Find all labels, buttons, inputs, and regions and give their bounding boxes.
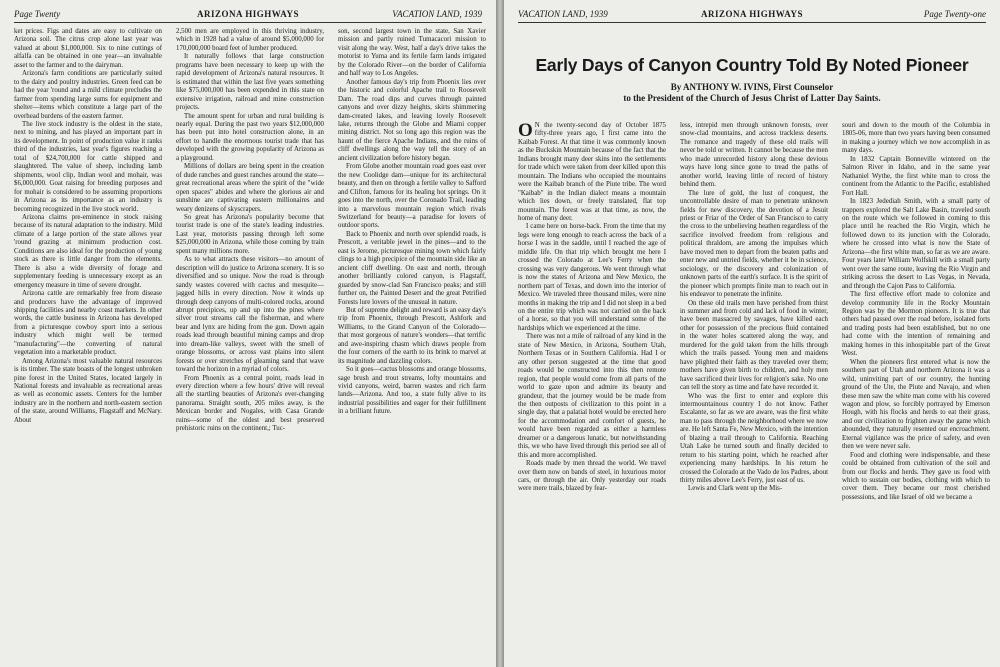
right-page-number: Page Twenty-one — [923, 9, 986, 19]
paragraph-text: son, second largest town in the state, San Xavier mission and partly ruined Tumacacori mission to visit along the way. West, half a day's drive takes the motorist to Yuma and its fertile farm lands irrigated by the Colorado River—on the border of California and half way to Los Angeles. — [338, 28, 486, 78]
text-column — [842, 122, 990, 663]
left-page-number: Page Twenty — [14, 9, 61, 19]
paragraph-text: The live stock industry is the oldest in the state, next to mining, and has played an important part in its development. In point of production value it ranks third of the industries, last year's figures reaching a total of $24,700,000 for cattle shipped and slaughtered. The value of sheep, including lamb shipments, wool clip, Indian wool and mohair, was $6,000,000. Goat raising for breeding purposes and for mohair is considered to be assuming proportions in Arizona as its importance as an industry is becoming recognized in the live stock world. — [14, 120, 162, 213]
article-title: Early Days of Canyon Country Told By Noted Pioneer — [535, 55, 969, 75]
paragraph-text: But of supreme delight and reward is an easy day's trip from Phoenix, through Prescott, Ashfork and Williams, to the Grand Canyon of the Colorado—that most gorgeous of nature's wonders—that terrific and awe-inspiring chasm which draws people from the four corners of the earth to its brink to marvel at its magnitude and dazzling colors. — [338, 306, 486, 365]
paragraph-text: I came here on horse-back. From the time that my legs were long enough to reach across the back of a horse I was in the saddle, until I reached the age of middle life. On that trip which brought me here I crossed the Colorado at Lee's Ferry when the crossing was very dangerous. We went through what is now the states of Arizona and New Mexico, the northern part of Texas, and down into the interior of Mexico. We traveled three thousand miles, were nine months in making the trip and I did not sleep in a bed on the entire trip which was not carried on the back of a horse, so that you will understand some of the hardships which we experienced at the time. — [518, 223, 666, 332]
right-header-rule — [518, 22, 986, 23]
paragraph — [176, 28, 324, 53]
text-column — [680, 122, 828, 663]
paragraph — [176, 113, 324, 164]
paragraph-text: Back to Phoenix and north over splendid roads, is Prescott, a veritable jewel in the pines—and to the east is Jerome, picturesque mining town which fairly clings to a high precipice of the mountain side like an ancient cliff dwelling. On east and north, through another brilliantly colored canyon, is Flagstaff, guarded by snow-clad San Francisco peaks; and still further on, the Painted Desert and the great Petrified Forests lure lovers of the unusual in nature. — [338, 230, 486, 306]
paragraph — [680, 122, 828, 190]
paragraph — [14, 121, 162, 214]
paragraph — [176, 214, 324, 256]
paragraph-text: Another famous day's trip from Phoenix lies over the historic and colorful Apache trail to Roosevelt Dam. The road dips and curves through painted canyons and over dizzy heights, skirts shimmering dam-created lakes, and leaving lovely Roosevelt lake, returns through the Globe and Miami copper mining district. Not so long ago this region was the haunt of the fierce Apache Indians, and the ruins of cliff dwellings along the way tell the story of an ancient civilization before history began. — [338, 78, 486, 162]
paragraph — [338, 307, 486, 366]
left-magazine-name: ARIZONA HIGHWAYS — [197, 9, 299, 19]
paragraph — [176, 163, 324, 214]
left-page — [0, 0, 496, 667]
paragraph — [842, 122, 990, 156]
paragraph-text: Millions of dollars are being spent in the creation of dude ranches and guest ranches around the state—great recreational areas where the spirit of the "wide open spaces" abides and where the glorious air and sunshine are captivating eastern millionaires and weary denizens of skyscrapers. — [176, 163, 324, 213]
paragraph — [338, 79, 486, 164]
paragraph — [842, 156, 990, 198]
text-column — [518, 122, 666, 663]
article-byline — [520, 82, 984, 104]
paragraph-text: Arizona cattle are remarkably free from disease and producers have the advantage of improved shipping facilities and nearby coast markets. In other words, the cattle business in Arizona has developed from a picturesque cowboy sport into a serious industry which might well be termed "manufacturing"—the converting of natural vegetation into a marketable product. — [14, 290, 162, 357]
paragraph-text: On these old trails men have perished from thirst in summer and from cold and lack of food in winter, have been massacred by savages, have killed each other for possession of the precious fluid contained in the water holes scattered along the way, and murdered for the gold taken from the hills through which the trails passed. Young men and maidens have plighted their faith as they traveled over them; mothers have given birth to children, and holy men have sacrificed their lives for religion's sake. No one can tell the story as time and fate have recorded it. — [680, 299, 828, 392]
paragraph-text: So it goes—cactus blossoms and orange blossoms, sage brush and trout streams, lofty mountains and vivid canyons, weird, barren wastes and rich farm lands—Arizona. And too, a state fully alive to its industrial possibilities and eager for their fulfillment in a brilliant future. — [338, 366, 486, 416]
paragraph-text: Who was the first to enter and explore this intermountainous country I do not know. Father Escalante, so far as we are aware, was the first white man to pass through the neighborhood where we now are. He left Santa Fe, New Mexico, with the intention of blazing a trail through to California. Reaching Utah Lake he turned south and finally decided to return to his starting point, which he reached after experiencing many hardships. In his return he crossed the Colorado at the Vado de los Padres, about thirty miles above Lee's Ferry, just east of us. — [680, 392, 828, 485]
paragraph — [518, 122, 666, 223]
paragraph — [176, 256, 324, 374]
paragraph — [14, 358, 162, 426]
spine-gutter — [496, 0, 504, 667]
byline-author: By ANTHONY W. IVINS, First Counselor — [670, 82, 834, 92]
paragraph-text: Lewis and Clark went up the Mis- — [688, 485, 783, 493]
paragraph-text: When the pioneers first entered what is now the southern part of Utah and northern Arizona it was a wild, uninviting part of our country, the hunting ground of the Ute, the Piute and Navajo, and when these men saw the white man come with his covered wagon and plow, so forcibly portrayed by Emerson Hough, with his flocks and herds to eat their grass, and our civilization to frighten away the game which abounded, they naturally resented our encroachment. Eternal vigilance was the price of safety, and even then we were never safe. — [842, 358, 990, 451]
paragraph-text: As to what attracts these visitors—no amount of description will do justice to Arizona scenery. It is so diversified and so unique. Now the road is through sandy wastes covered with cactus and mesquite—jagged hills in every direction. Now it winds up through deep canyons of multi-colored rocks, around abrupt precipices, up and up into the pines where silver trout streams call the fisherman, and where bear and lynx are hiding from the gun. Down again roads lead through beautiful mining camps and drop into dream-like valleys, sweet with the smell of orange blossoms, or across vast plains into silent forests or over stretches of gleaming sand that wave toward the horizon in a myriad of colors. — [176, 256, 324, 374]
right-magazine-name: ARIZONA HIGHWAYS — [701, 9, 803, 19]
paragraph-text: less, intrepid men through unknown forests, over snow-clad mountains, and across trackless deserts. The romance and tragedy of these old trails will never be told or written. It cannot be because the men who made unrecorded history along these devious ways have long since gone to tread the paths of another world, leaving little of record of history behind them. — [680, 122, 828, 189]
paragraph-text: Food and clothing were indispensable, and these could be obtained from cultivation of the soil and from our flocks and herds. They gave us food with which to sustain our bodies, clothing with which to cover them. They became our most cherished possessions, and like Israel of old we became a — [842, 451, 990, 501]
paragraph — [518, 223, 666, 333]
paragraph — [680, 300, 828, 393]
right-running-head — [518, 9, 986, 22]
drop-cap: O — [518, 122, 533, 141]
paragraph — [176, 53, 324, 112]
left-header-rule — [14, 22, 482, 23]
right-text-columns — [518, 122, 990, 663]
paragraph — [14, 28, 162, 70]
paragraph-text: ket prices. Figs and dates are easy to cultivate on Arizona soil. The citrus crop alone last year was valued at about $1,000,000. Six to nine cuttings of alfalfa can be obtained in one year—an invaluable asset to the farmer and to the dairyman. — [14, 28, 162, 69]
paragraph — [842, 198, 990, 291]
paragraph — [680, 190, 828, 300]
paragraph — [14, 214, 162, 290]
paragraph — [338, 28, 486, 79]
paragraph-text: 2,500 men are employed in this thriving industry, which in 1928 had a value of around $5,000,000 for 170,000,000 board feet of lumber produced. — [176, 28, 324, 52]
paragraph-text: The first effective effort made to colonize and develop community life in the Rocky Mountain Region was by the Mormon pioneers. It is true that others had passed over the road before, isolated forts and trading posts had been established, but no one had come with the intention of remaining and making homes in this inhospitable part of the Great West. — [842, 291, 990, 358]
paragraph — [338, 231, 486, 307]
paragraph — [518, 460, 666, 494]
paragraph — [176, 375, 324, 434]
paragraph-text: N the twenty-second day of October 1875 fifty-three years ago, I first came into the Kaibab Forest. At that time it was commonly known as the Buckskin Mountain because of the fact that the Indians brought many deer skins into the settlements for trade which were taken from deer killed upon this mountain. The Indians who occupied the mountains were the Kaibab branch of the Piute tribe. The word "Kaibab" in the Indian dialect means a mountain which lies down, or freely translated, flat top mountain. The forest was at that time, as now, the home of many deer. — [518, 122, 666, 222]
right-issue-name: VACATION LAND, 1939 — [518, 9, 608, 19]
paragraph-text: Arizona's farm conditions are particularly suited to the dairy and poultry industries. Green feed can be had the year 'round and a mild climate precludes the farmer from spending large sums for equipment and shelter—items which constitute a large part of the overhead burdens of the eastern farmer. — [14, 70, 162, 120]
paragraph — [14, 70, 162, 121]
right-page — [504, 0, 1000, 667]
paragraph-text: From Phoenix as a central point, roads lead in every direction where a few hours' drive will reveal all the startling beauties of Arizona's ever-changing panorama. Straight south, 205 miles away, is the Mexican border and Nogales, with Casa Grande ruins—some of the oldest and best preserved prehistoric ruins on the continent,; Tuc- — [176, 374, 324, 433]
text-column — [14, 28, 162, 663]
paragraph-text: The amount spent for urban and rural building is nearly equal. During the past two years $12,000,000 has been put into hotel construction alone, in an effort to handle the enormous tourist trade that has developed with the growing popularity of Arizona as a playground. — [176, 112, 324, 162]
paragraph-text: Arizona claims pre-eminence in stock raising because of its natural adaptation to the industry. Mild climate of a large portion of the state allows year 'round grazing at minimum production cost. Conditions are also ideal for the production of young stock as there is little danger from the elements. There is also a wide diversity of forage and supplementary feeding is unnecessary except as an emergency measure in time of severe drought. — [14, 213, 162, 289]
paragraph-text: Roads made by men thread the world. We travel over them now on bands of steel, in luxurious motor cars, or through the air. Only yesterday our roads were mere trails, blazed by fear- — [518, 460, 666, 493]
paragraph-text: The lure of gold, the lust of conquest, the uncontrollable desire of man to penetrate unknown fields for new discovery, the devotion of a Jesuit priest or Friar of the Order of San Francisco to carry the cross to the unbelieving heathen regardless of the sacrifice involved freedom from religious and political thraldom, are among the impulses which have moved men to depart from the beaten paths and enter new and untried fields, whether it be in science, sociology, or the discovery and colonization of unknown parts of the earth's surface. It is the spirit of the pioneer which prompts finite man to reach out in his endeavor to penetrate the infinite. — [680, 189, 828, 299]
paragraph — [842, 291, 990, 359]
paragraph — [842, 452, 990, 503]
paragraph — [680, 393, 828, 486]
paragraph — [14, 290, 162, 358]
paragraph-text: So great has Arizona's popularity become that tourist trade is one of the state's leading industries. Last year, motorists passing through left some $25,000,000 in Arizona, while those coming by train spent many millions more. — [176, 213, 324, 255]
paragraph — [680, 485, 828, 493]
paragraph — [518, 333, 666, 460]
paragraph-text: In 1823 Jedediah Smith, with a small party of trappers explored the Salt Lake Basin, traveled south on the route which we followed in coming to this place until he reached the Rio Virgin, which he followed down to its junction with the Colorado, where he crossed into what is now the State of Arizona—the first white man, so far as we are aware. Four years later William Wolfskill with a small party went over the same route, leaving the Rio Virgin and striking across the desert to Las Vegas, in Nevada, and through the Cajon Pass to California. — [842, 198, 990, 290]
byline-affiliation: to the President of the Church of Jesus Christ of Latter Day Saints. — [623, 93, 881, 103]
paragraph-text: There was not a mile of railroad of any kind in the state of New Mexico, in Arizona, Southern Utah, Northern Texas or in Southern California. Had I or any other person suggested at the time that good roads would be constructed into this then remote region, that people would come from all parts of the world to gaze upon and admire its beauty and grandeur, that the journey would be be made from the then outposts of civilization to this point in a single day, that a palatial hotel would be erected here for the accommodation and comfort of guests, he would have been regarded as either a harmless dreamer or a dangerous lunatic, but notwithstanding this, we who have lived through this period see all of this and more accomplished. — [518, 333, 666, 459]
left-issue-name: VACATION LAND, 1939 — [392, 9, 482, 19]
paragraph — [842, 359, 990, 452]
paragraph-text: In 1832 Captain Bonneville wintered on the Salmon River in Idaho, and in the same year Nathaniel Wythe, the first white man to cross the continent from the Atlantic to the Pacific, established Fort Hall. — [842, 155, 990, 197]
paragraph-text: souri and down to the mouth of the Columbia in 1805-06, more than two years having been consumed in making a journey which we now accomplish in as many days. — [842, 122, 990, 155]
paragraph-text: Among Arizona's most valuable natural resources is its timber. The state boasts of the longest unbroken pine forest in the United States, located largely in National forests and invaluable as recreational areas as well as economic assets. Centers for the lumber industry are in the northern and north-eastern section of the state, around Williams, Flagstaff and McNary. About — [14, 357, 162, 424]
paragraph — [338, 163, 486, 231]
left-running-head — [14, 9, 482, 22]
paragraph-text: From Globe another mountain road goes east over the new Coolidge dam—unique for its architectural beauty, and then on through a fertile valley to Safford and Clifton, famous for its healing hot springs. On it goes into the north, over the Coronado Trail, leading into a marvelous mountain region which rivals Switzerland for beauty—a paradise for lovers of outdoor sports. — [338, 163, 486, 230]
text-column — [176, 28, 324, 663]
paragraph-text: It naturally follows that large construction programs have been necessary to keep up with the rapid development of Arizona's natural resources. It is estimated that within the last five years something like $75,000,000 has been expended in this state on extensive irrigation, railroad and mine construction projects. — [176, 53, 324, 112]
left-text-columns — [14, 28, 486, 663]
text-column — [338, 28, 486, 663]
paragraph — [338, 366, 486, 417]
